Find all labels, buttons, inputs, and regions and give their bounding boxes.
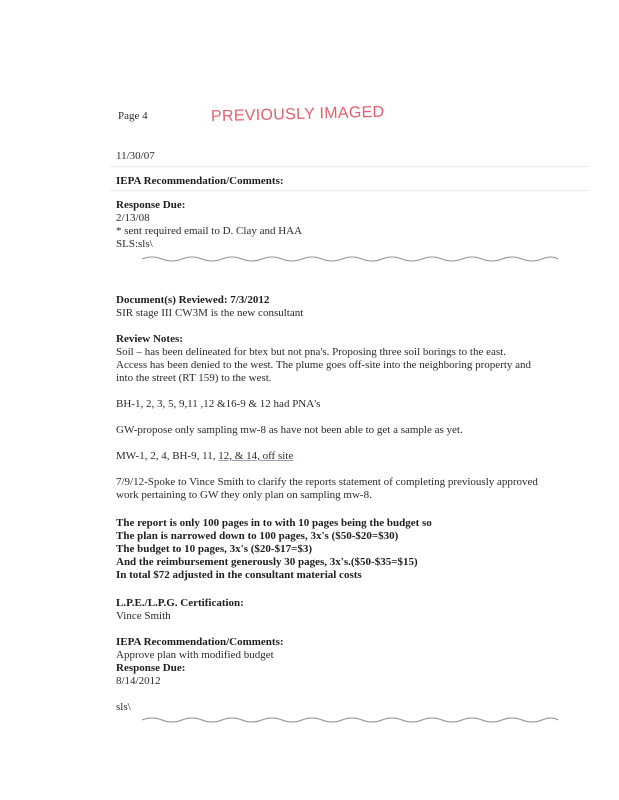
review-notes-heading: Review Notes: — [116, 333, 183, 345]
divider-line-2 — [140, 714, 560, 726]
entry-date: 11/30/07 — [116, 150, 155, 162]
email-note: * sent required email to D. Clay and HAA — [116, 225, 303, 237]
divider-line — [140, 253, 560, 265]
certification-heading: L.P.E./L.P.G. Certification: — [116, 597, 244, 609]
sir-line: SIR stage III CW3M is the new consultant — [116, 307, 304, 319]
mw-line — [116, 450, 293, 463]
page-label: Page 4 — [118, 110, 148, 122]
iepa-recommendation-heading-2: IEPA Recommendation/Comments: — [116, 636, 284, 648]
budget-line-2: The plan is narrowed down to 100 pages, 3x's ($50-$20=$30) — [116, 530, 399, 542]
certification-name: Vince Smith — [116, 610, 171, 622]
spoke-note-line-1: 7/9/12-Spoke to Vince Smith to clarify the reports statement of completing previously approved — [116, 476, 538, 488]
budget-line-5: In total $72 adjusted in the consultant material costs — [116, 569, 362, 581]
initials: SLS:sls\ — [116, 238, 153, 250]
response-due-date-2: 8/14/2012 — [116, 675, 161, 687]
soil-note-line-2: Access has been denied to the west. The plume goes off-site into the neighboring property and — [116, 359, 532, 371]
iepa-recommendation-heading: IEPA Recommendation/Comments: — [116, 175, 284, 187]
budget-line-3: The budget to 10 pages, 3x's ($20-$17=$3) — [116, 543, 313, 555]
recommendation-text: Approve plan with modified budget — [116, 649, 274, 661]
separator — [110, 190, 590, 191]
gw-line: GW-propose only sampling mw-8 as have not been able to get a sample as yet. — [116, 424, 463, 436]
soil-note-line-3: into the street (RT 159) to the west. — [116, 372, 272, 384]
mw-offsite: 12, & 14, off site — [218, 450, 294, 462]
mw-wells: MW-1, 2, 4, BH-9, 11, — [116, 450, 219, 462]
soil-note-line-1: Soil – has been delineated for btex but not pna's. Proposing three soil borings to the east. — [116, 346, 506, 358]
budget-line-1: The report is only 100 pages in to with 10 pages being the budget so — [116, 517, 432, 529]
separator — [110, 166, 590, 167]
response-due-date: 2/13/08 — [116, 212, 150, 224]
response-due-heading: Response Due: — [116, 199, 186, 211]
bh-line: BH-1, 2, 3, 5, 9,11 ,12 &16-9 & 12 had PNA's — [116, 398, 321, 410]
previously-imaged-stamp: PREVIOUSLY IMAGED — [210, 103, 385, 126]
budget-line-4: And the reimbursement generously 30 pages, 3x's.($50-$35=$15) — [116, 556, 418, 568]
documents-reviewed-heading: Document(s) Reviewed: 7/3/2012 — [116, 294, 270, 306]
spoke-note-line-2: work pertaining to GW they only plan on sampling mw-8. — [116, 489, 372, 501]
initials-2: sls\ — [116, 701, 131, 713]
response-due-heading-2: Response Due: — [116, 662, 186, 674]
